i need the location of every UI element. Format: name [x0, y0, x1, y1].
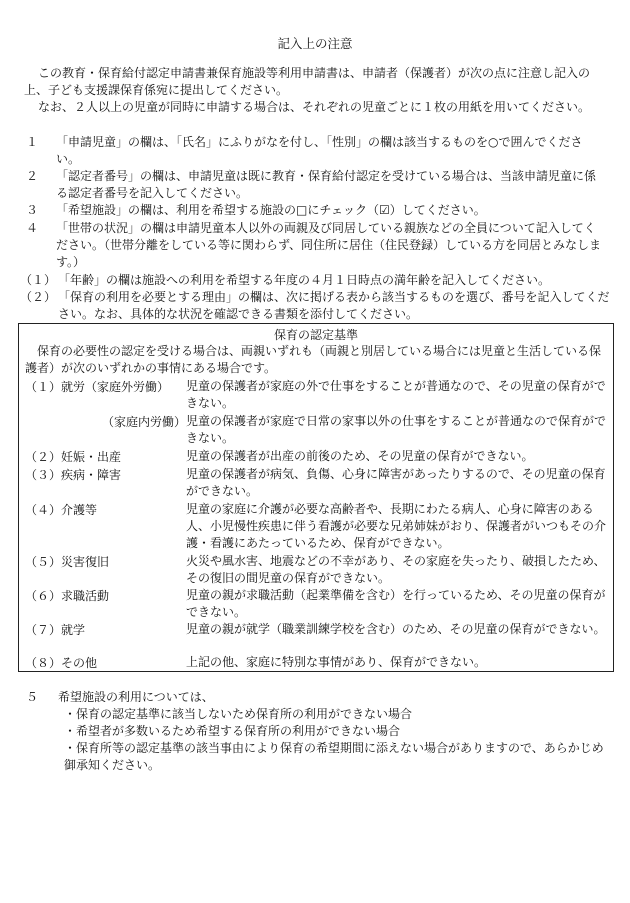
- section-5-number: ５: [26, 690, 39, 704]
- section-5-bullet: ・保育所等の認定基準の該当事由により保育の希望期間に添えない場合がありますので、あらかじめ御承知ください。: [64, 741, 604, 772]
- subnote-text: 「保育の利用を必要とする理由」の欄は、次に掲げる表から該当するものを選び、番号を記入してください。なお、具体的な状況を確認できる書類を添付してください。: [58, 290, 610, 321]
- note-number: １: [26, 135, 39, 149]
- note-text: 「希望施設」の欄は、利用を希望する施設の□にチェック（☑）してください。: [56, 203, 486, 217]
- criteria-box: [18, 323, 614, 672]
- subnote-number: （２）: [20, 290, 57, 304]
- criteria-label: （１）就労（家庭外労働）: [25, 380, 170, 394]
- criteria-label: （６）求職活動: [25, 589, 110, 603]
- criteria-label: （５）災害復旧: [25, 555, 110, 569]
- criteria-label: （家庭内労働）: [102, 415, 187, 429]
- criteria-desc: 児童の保護者が出産の前後のため、その児童の保育ができない。: [186, 449, 534, 463]
- criteria-label: （７）就学: [25, 623, 86, 637]
- section-5-bullet: ・希望者が多数いるため希望する保育所の利用ができない場合: [64, 724, 401, 738]
- criteria-intro: 保育の必要性の認定を受ける場合は、両親いずれも（両親と別居している場合には児童と生活している保護者）が次のいずれかの事情にある場合です。: [25, 344, 602, 375]
- criteria-label: （４）介護等: [25, 503, 98, 517]
- criteria-desc: 児童の保護者が家庭の外で仕事をすることが普通なので、その児童の保育ができない。: [186, 379, 606, 410]
- criteria-label: （３）疾病・障害: [25, 468, 122, 482]
- criteria-desc: 上記の他、家庭に特別な事情があり、保育ができない。: [186, 655, 487, 669]
- intro-paragraph-1: この教育・保育給付認定申請書兼保育施設等利用申請書は、申請者（保護者）が次の点に注意し記入の上、子ども支援課保育係宛に提出してください。: [24, 66, 591, 97]
- criteria-desc: 児童の保護者が病気、負傷、心身に障害があったりするので、その児童の保育ができない。: [186, 467, 606, 498]
- criteria-label: （８）その他: [25, 656, 98, 670]
- criteria-desc: 児童の親が就学（職業訓練学校を含む）のため、その児童の保育ができない。: [186, 622, 606, 636]
- section-5-heading: [26, 689, 214, 706]
- note-number: ２: [26, 169, 39, 183]
- criteria-desc: 児童の親が求職活動（起業準備を含む）を行っているため、その児童の保育ができない。: [186, 588, 606, 619]
- note-text: 「申請児童」の欄は、「氏名」にふりがなを付し、「性別」の欄は該当するものを○で囲んでください。: [56, 135, 583, 166]
- criteria-title: 保育の認定基準: [273, 328, 358, 342]
- note-number: ３: [26, 203, 39, 217]
- intro-paragraph-2: なお、２人以上の児童が同時に申請する場合は、それぞれの児童ごとに１枚の用紙を用いてください。: [38, 100, 591, 114]
- criteria-desc: 児童の保護者が家庭で日常の家事以外の仕事をすることが普通なので保育ができない。: [186, 414, 607, 445]
- subnote-number: （１）: [20, 273, 57, 287]
- criteria-desc: 火災や風水害、地震などの不幸があり、その家庭を失ったり、破損したため、その復旧の間児童の保育ができない。: [186, 554, 606, 585]
- criteria-desc: 児童の家庭に介護が必要な高齢者や、長期にわたる病人、心身に障害のある人、小児慢性疾患に伴う看護が必要な兄弟姉妹がおり、保護者がいつもその介護・看護にあたっているため、保育ができない。: [186, 502, 607, 550]
- note-text: 「認定者番号」の欄は、申請児童は既に教育・保育給付認定を受けている場合は、当該申請児童に係る認定者番号を記入してください。: [56, 169, 597, 200]
- note-number: ４: [26, 221, 39, 235]
- section-5-bullet: ・保育の認定基準に該当しないため保育所の利用ができない場合: [64, 707, 413, 721]
- note-text: 「世帯の状況」の欄は申請児童本人以外の両親及び同居している親族などの全員について記入してください。（世帯分離をしている等に関わらず、同住所に居住（住民登録）している方を同居とみなします。）: [56, 221, 602, 269]
- subnote-text: 「年齢」の欄は施設への利用を希望する年度の４月１日時点の満年齢を記入してください。: [58, 273, 551, 287]
- section-5-heading-text: 希望施設の利用については、: [58, 690, 214, 704]
- page-title: 記入上の注意: [277, 36, 353, 51]
- criteria-label: （２）妊娠・出産: [25, 450, 122, 464]
